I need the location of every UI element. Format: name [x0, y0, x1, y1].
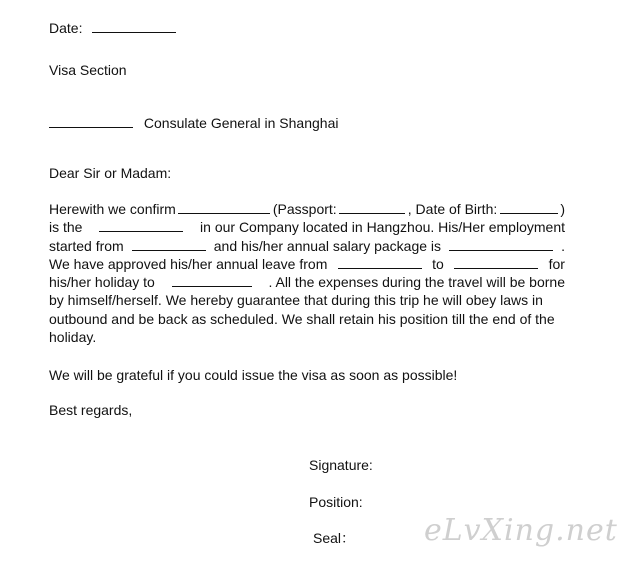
- position-label: Position:: [309, 494, 363, 510]
- body-text: for: [548, 255, 565, 272]
- body-row: [49, 237, 565, 255]
- body-paragraph: [49, 200, 565, 346]
- body-row: [49, 310, 565, 328]
- date-blank: [92, 19, 176, 33]
- body-text: holiday.: [49, 329, 97, 346]
- body-row: [49, 200, 565, 218]
- birth-date-blank: [500, 200, 558, 214]
- body-text: . All the expenses during the travel will be borne: [268, 274, 565, 291]
- visa-section-heading: Visa Section: [49, 62, 127, 78]
- leave-start-blank: [338, 255, 422, 269]
- seal-label: Seal：: [313, 530, 356, 546]
- date-label: Date:: [49, 20, 83, 36]
- body-row: [49, 255, 565, 273]
- body-text: by himself/herself. We hereby guarantee that during this trip he will obey laws in: [49, 292, 543, 309]
- date-line: [49, 19, 176, 37]
- signature-label: Signature:: [309, 457, 373, 473]
- body-text: is the: [49, 219, 83, 236]
- body-row: [49, 218, 565, 236]
- site-watermark: eLvXing.net: [424, 513, 618, 548]
- destination-blank: [172, 273, 252, 287]
- salutation: Dear Sir or Madam:: [49, 165, 172, 181]
- closing-request: We will be grateful if you could issue the visa as soon as possible!: [49, 367, 458, 383]
- body-row: [49, 291, 565, 309]
- passport-blank: [339, 200, 405, 214]
- body-text: outbound and be back as scheduled. We shall retain his position till the end of the: [49, 310, 555, 327]
- body-text: , Date of Birth:: [407, 201, 498, 217]
- consulate-line: [49, 114, 338, 132]
- body-text: to: [432, 255, 444, 272]
- body-row: [49, 273, 565, 291]
- leave-end-blank: [454, 255, 538, 269]
- body-text: Herewith we confirm: [49, 201, 176, 217]
- body-text: (Passport:: [272, 201, 337, 217]
- job-title-blank: [99, 218, 183, 232]
- body-text: in our Company located in Hangzhou. His/Her employment: [200, 219, 565, 236]
- consulate-name: Consulate General in Shanghai: [143, 115, 339, 131]
- body-text: and his/her annual salary package is: [213, 237, 442, 254]
- employment-start-blank: [132, 237, 206, 251]
- body-text: started from: [49, 237, 124, 254]
- salary-blank: [449, 237, 553, 251]
- body-text: We have approved his/her annual leave from: [49, 255, 328, 272]
- body-text: .: [561, 237, 565, 254]
- body-row: [49, 328, 565, 346]
- body-text: his/her holiday to: [49, 274, 155, 291]
- name-blank: [178, 200, 270, 214]
- body-text: ): [560, 201, 565, 217]
- best-regards: Best regards,: [49, 402, 133, 418]
- consulate-blank: [49, 114, 133, 128]
